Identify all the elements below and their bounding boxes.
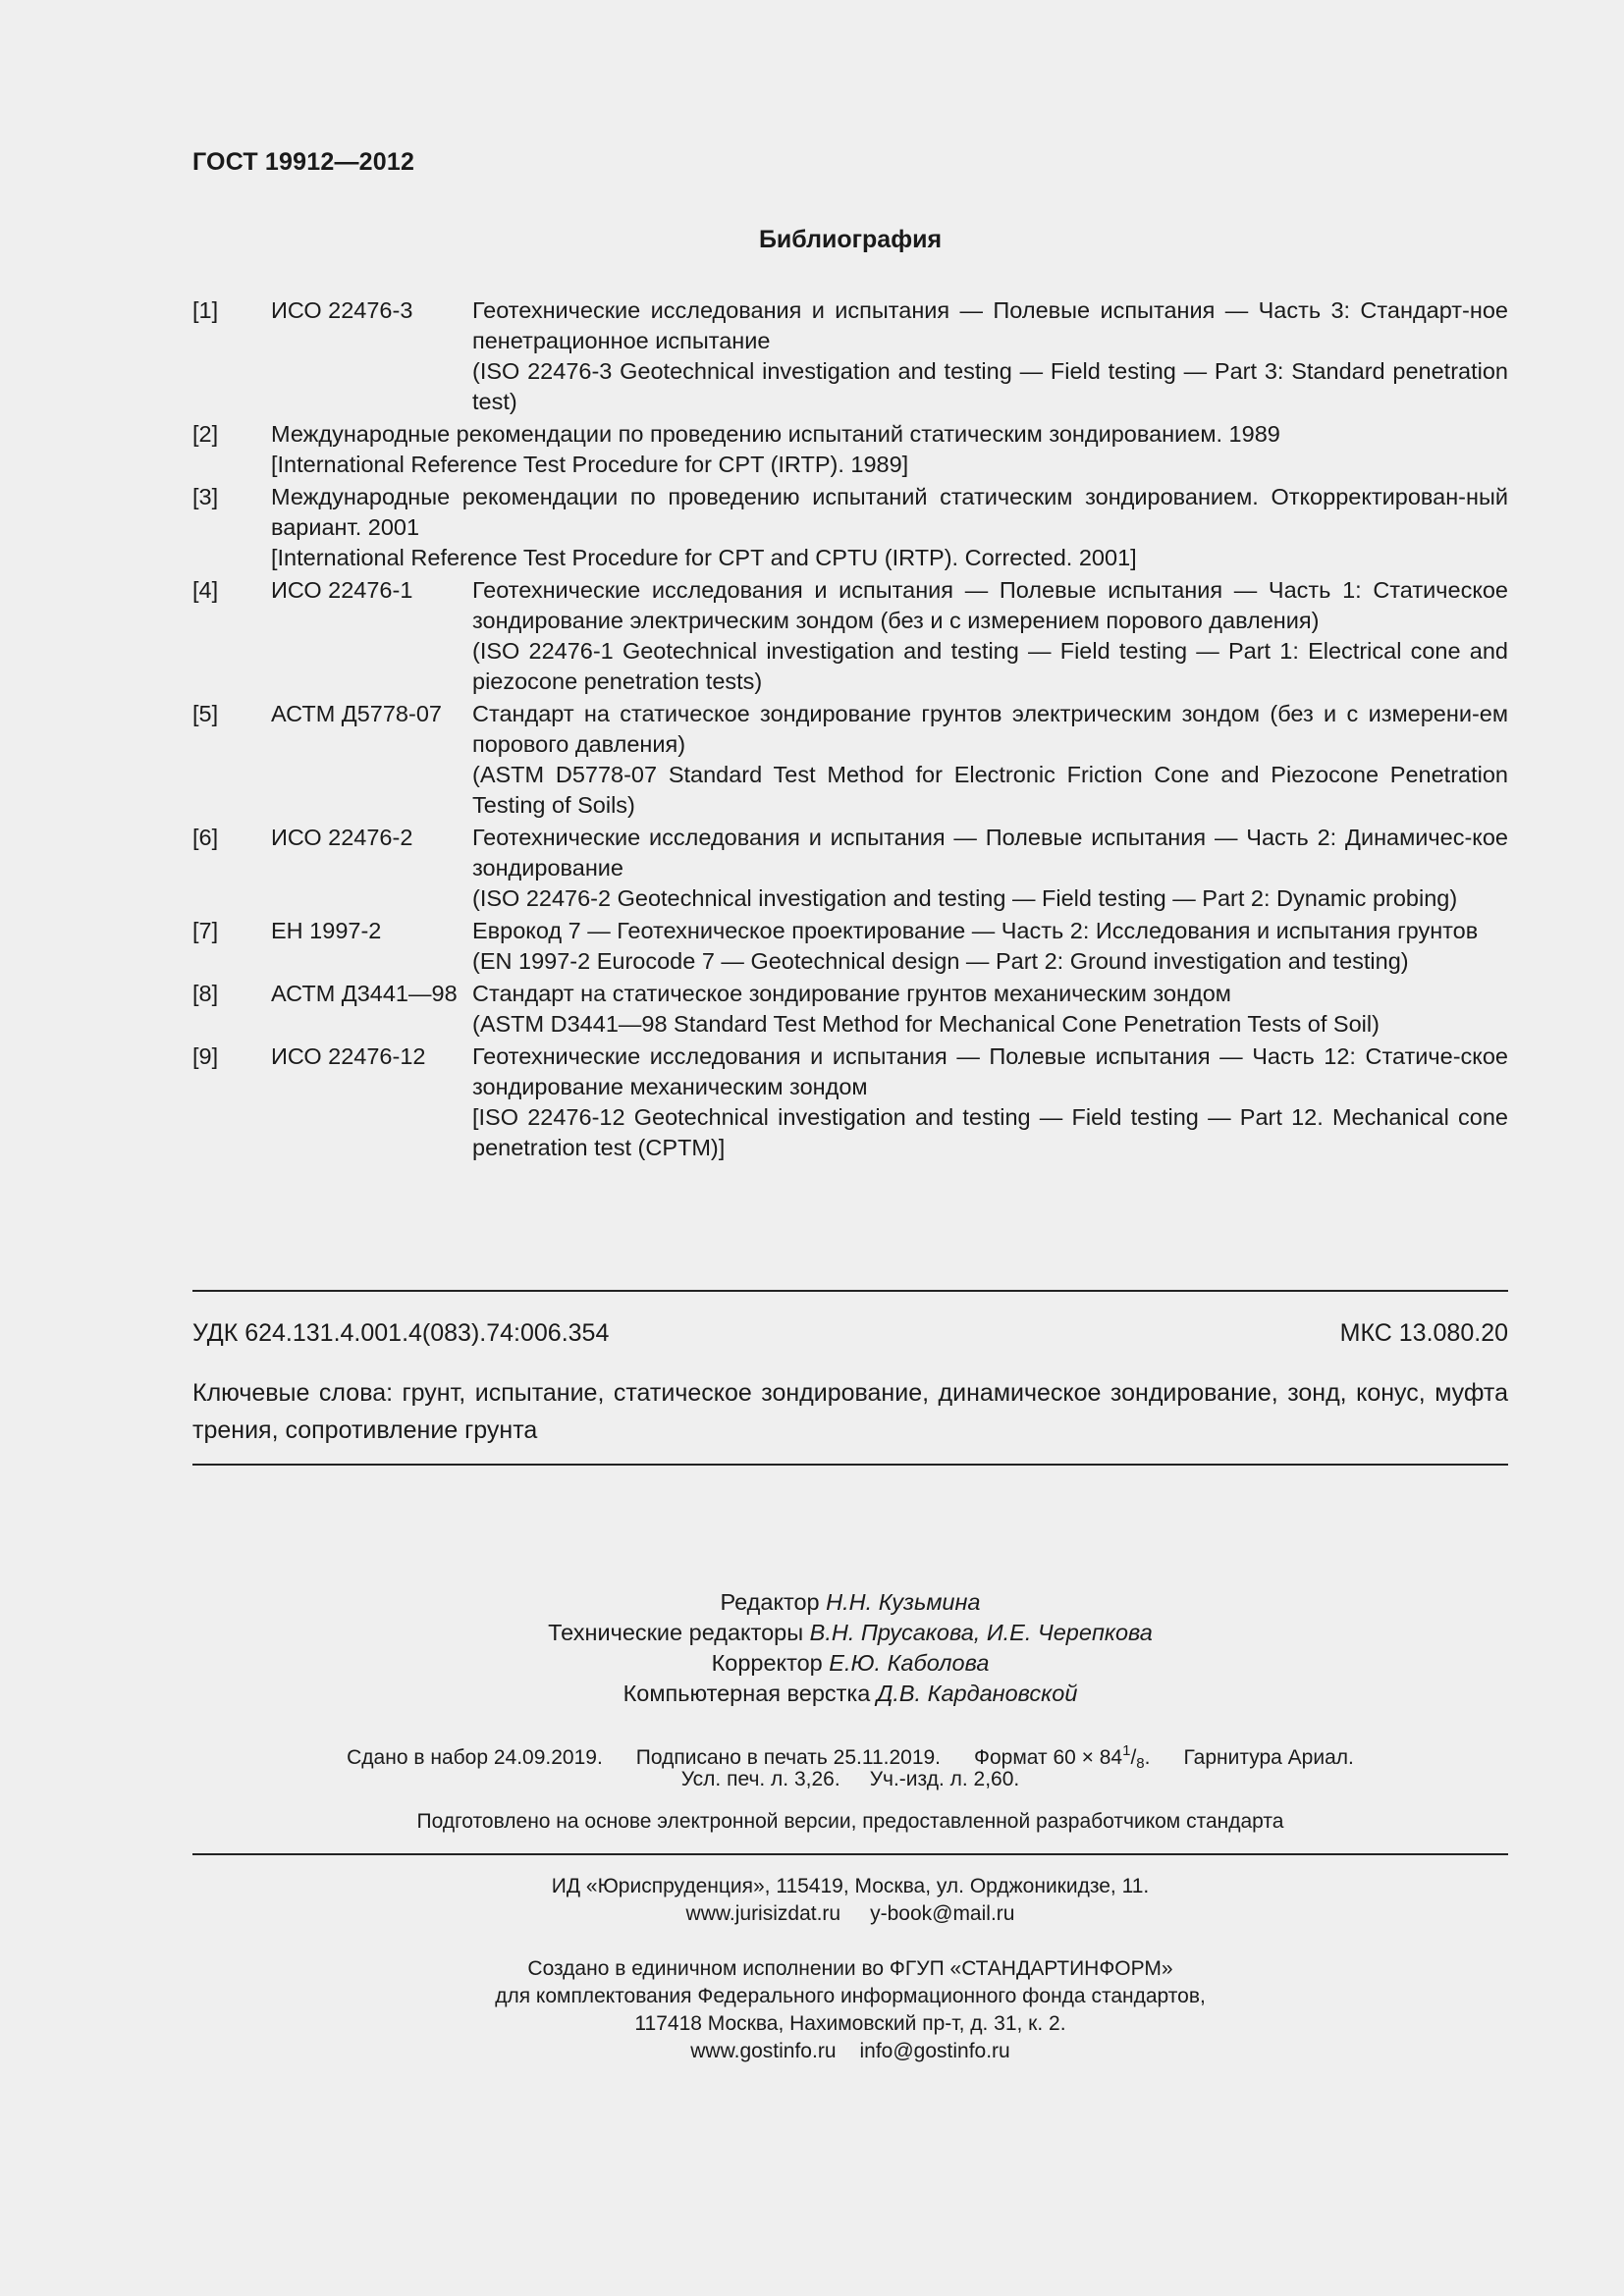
entry-title-en: (ISO 22476-3 Geotechnical investigation and testing — Field testing — Part 3: Standard penetration test) [472,358,1508,414]
producer-address: 117418 Москва, Нахимовский пр-т, д. 31, к. 2. [634,2012,1066,2035]
paper-format: Формат $60 \times 84^1/_8$. [974,1742,1151,1772]
entry-title-ru: Геотехнические исследования и испытания — Полевые испытания — Часть 3: Стандарт-ное пенетрационное испытание [472,297,1508,353]
bibliography-title: Библиография [758,226,943,253]
bibliography-entry [192,482,1508,573]
entry-number: [7] [192,918,219,943]
entry-number: [6] [192,825,219,850]
entry-title-ru: Геотехнические исследования и испытания — Полевые испытания — Часть 12: Статиче-ское зондирование механическим зондом [472,1043,1508,1099]
entry-title-en: (ASTM D5778-07 Standard Test Method for Electronic Friction Cone and Piezocone Penetration Testing of Soils) [472,762,1508,818]
producer-contacts [192,2038,1508,2065]
submitted-date: Сдано в набор 24.09.2019. [347,1746,603,1769]
producer-line: Создано в единичном исполнении во ФГУП «СТАНДАРТИНФОРМ» [527,1957,1173,1980]
publisher-address: ИД «Юриспруденция», 115419, Москва, ул. Орджоникидзе, 11. [551,1875,1150,1897]
credits [192,1587,1508,1709]
keywords: Ключевые слова: грунт, испытание, статическое зондирование, динамическое зондирование, зонд, конус, муфта трения, сопротивление грунта [192,1379,1508,1444]
entry-title-en: (ISO 22476-1 Geotechnical investigation and testing — Field testing — Part 1: Electrical cone and piezocone penetration tests) [472,638,1508,694]
divider [192,1464,1508,1466]
typeface: Гарнитура Ариал. [1183,1746,1354,1769]
entry-title-en: [ISO 22476-12 Geotechnical investigation and testing — Field testing — Part 12. Mechanical cone penetration test (CPTM)] [472,1104,1508,1160]
entry-code: АСТМ Д3441—98 [271,981,458,1006]
entry-title-en: (ASTM D3441—98 Standard Test Method for Mechanical Cone Penetration Tests of Soil) [472,1011,1380,1037]
entry-number: [3] [192,484,219,509]
sheet-details [192,1766,1508,1793]
bibliography-entry [192,823,1508,914]
credit-corrector: Корректор Е.Ю. Каболова [711,1650,990,1676]
publisher-email[interactable]: y-book@mail.ru [870,1902,1015,1925]
bibliography-entry [192,295,1508,417]
bibliography-list [192,295,1508,1165]
entry-title-ru: Стандарт на статическое зондирование грунтов механическим зондом [472,981,1231,1006]
entry-title-en: (EN 1997-2 Eurocode 7 — Geotechnical design — Part 2: Ground investigation and testing) [472,948,1409,974]
mks-code: МКС 13.080.20 [1339,1319,1508,1347]
entry-title-en: (ISO 22476-2 Geotechnical investigation and testing — Field testing — Part 2: Dynamic probing) [472,885,1458,911]
entry-number: [9] [192,1043,219,1069]
entry-code: ИСО 22476-3 [271,297,413,323]
entry-title-ru: Геотехнические исследования и испытания — Полевые испытания — Часть 1: Статическое зондирование электрическим зондом (без и с измерением порового давления) [472,577,1508,633]
entry-title-en: [International Reference Test Procedure for CPT and CPTU (IRTP). Corrected. 2001] [271,545,1137,570]
prepared-note: Подготовлено на основе электронной версии, предоставленной разработчиком стандарта [416,1810,1284,1833]
entry-code: ИСО 22476-12 [271,1043,426,1069]
entry-code: ИСО 22476-1 [271,577,413,603]
signed-date: Подписано в печать 25.11.2019. [635,1746,942,1769]
entry-number: [4] [192,577,219,603]
producer-line: для комплектования Федерального информационного фонда стандартов, [495,1985,1206,2007]
bibliography-entry [192,699,1508,821]
entry-number: [2] [192,421,219,447]
entry-title-ru: Геотехнические исследования и испытания — Полевые испытания — Часть 2: Динамичес-кое зондирование [472,825,1508,881]
entry-code: ЕН 1997-2 [271,918,382,943]
document-number: ГОСТ 19912—2012 [192,148,415,176]
bibliography-entry [192,1041,1508,1163]
entry-code: ИСО 22476-2 [271,825,413,850]
entry-title-ru: Еврокод 7 — Геотехническое проектирование — Часть 2: Исследования и испытания грунтов [472,918,1479,943]
publisher-site[interactable]: www.jurisizdat.ru [685,1902,841,1925]
bibliography-entry [192,979,1508,1040]
entry-title-en: [International Reference Test Procedure for CPT (IRTP). 1989] [271,452,909,477]
credit-layout: Компьютерная верстка Д.В. Кардановской [623,1681,1078,1706]
producer-site[interactable]: www.gostinfo.ru [690,2040,837,2062]
entry-number: [8] [192,981,219,1006]
divider [192,1853,1508,1855]
divider [192,1290,1508,1292]
bibliography-entry [192,575,1508,697]
publication-sheets: Уч.-изд. л. 2,60. [869,1768,1020,1790]
publisher-contacts [192,1900,1508,1928]
producer-email[interactable]: info@gostinfo.ru [859,2040,1010,2062]
entry-title-ru: Стандарт на статическое зондирование грунтов электрическим зондом (без и с измерени-ем порового давления) [472,701,1508,757]
print-sheets: Усл. печ. л. 3,26. [680,1768,840,1790]
credit-tech-editors: Технические редакторы В.Н. Прусакова, И.Е. Черепкова [548,1620,1153,1645]
entry-title-ru: Международные рекомендации по проведению испытаний статическим зондированием. Откорректирован-ный вариант. 2001 [271,484,1508,540]
entry-title-ru: Международные рекомендации по проведению испытаний статическим зондированием. 1989 [271,421,1280,447]
entry-code: АСТМ Д5778-07 [271,701,442,726]
credit-editor: Редактор Н.Н. Кузьмина [720,1589,981,1615]
udk-code: УДК 624.131.4.001.4(083).74:006.354 [192,1319,610,1347]
entry-number: [1] [192,297,219,323]
bibliography-entry [192,916,1508,977]
entry-number: [5] [192,701,219,726]
bibliography-entry [192,419,1508,480]
